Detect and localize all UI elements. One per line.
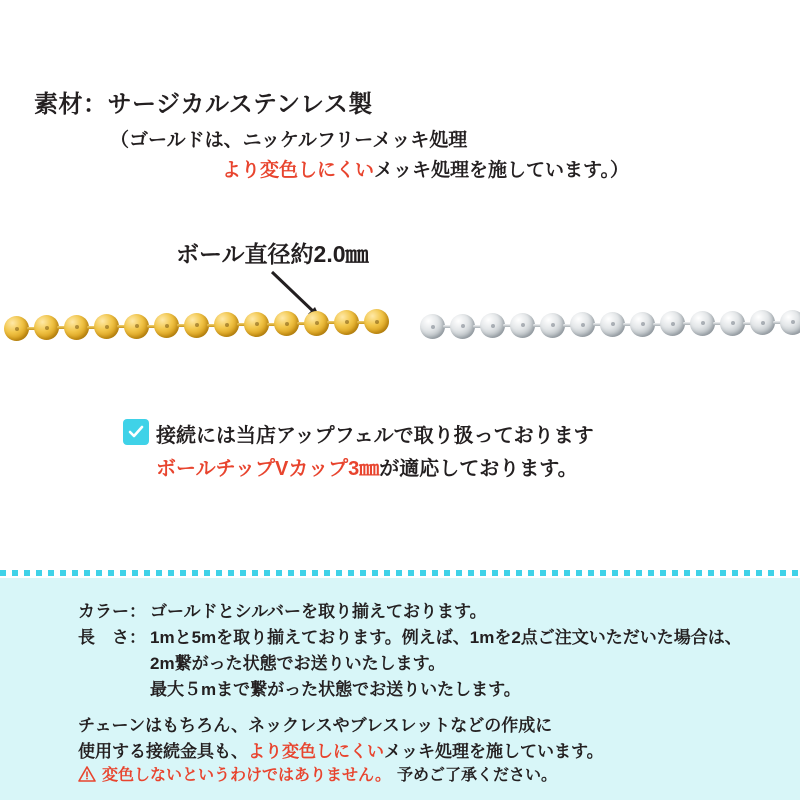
divider-dot	[132, 570, 138, 576]
divider-dot	[768, 570, 774, 576]
divider-dot	[96, 570, 102, 576]
divider-dot	[324, 570, 330, 576]
chain-bead	[720, 311, 745, 336]
bead-hole	[225, 323, 229, 327]
spec-chain-line2-highlight: より変色しにくい	[248, 742, 384, 761]
chain-bead	[214, 312, 239, 337]
divider-dot	[12, 570, 18, 576]
divider-dot	[732, 570, 738, 576]
bead-hole	[165, 324, 169, 328]
divider-dot	[492, 570, 498, 576]
divider-dot	[648, 570, 654, 576]
material-title: 素材：サージカルステンレス製	[34, 91, 373, 118]
divider-dot	[744, 570, 750, 576]
bead-hole	[375, 320, 379, 324]
divider-dot	[60, 570, 66, 576]
bead-hole	[581, 323, 585, 327]
divider-dot	[588, 570, 594, 576]
spec-color-value: ゴールドとシルバーを取り揃えております。	[150, 602, 487, 621]
divider-dot	[708, 570, 714, 576]
warning-triangle-icon	[78, 766, 96, 782]
bead-hole	[285, 322, 289, 326]
spec-length-line2: 2m繋がった状態でお送りいたします。	[150, 654, 446, 673]
connector-note-highlight: ボールチップVカップ3㎜	[156, 458, 380, 480]
bead-hole	[701, 321, 705, 325]
chain-bead	[510, 313, 535, 338]
connector-note-line2	[156, 452, 578, 481]
divider-dot	[300, 570, 306, 576]
bead-hole	[195, 323, 199, 327]
divider-dot	[792, 570, 798, 576]
bead-hole	[611, 322, 615, 326]
bead-hole	[761, 321, 765, 325]
divider-dot	[360, 570, 366, 576]
chain-bead	[304, 311, 329, 336]
divider-dot	[312, 570, 318, 576]
bead-hole	[315, 321, 319, 325]
divider-dot	[72, 570, 78, 576]
chain-bead	[660, 311, 685, 336]
divider-dot	[672, 570, 678, 576]
divider-dot	[0, 570, 6, 576]
divider-dot	[456, 570, 462, 576]
divider-dot	[348, 570, 354, 576]
divider-dot	[780, 570, 786, 576]
divider-dot	[432, 570, 438, 576]
bead-hole	[15, 327, 19, 331]
chain-bead	[690, 311, 715, 336]
bead-hole	[461, 324, 465, 328]
spec-length-value: 1mと5mを取り揃えております。例えば、1mを2点ご注文いただいた場合は、	[150, 628, 742, 647]
divider-dot	[168, 570, 174, 576]
chain-bead	[450, 314, 475, 339]
divider-dot	[384, 570, 390, 576]
divider-dot	[660, 570, 666, 576]
divider-dot	[120, 570, 126, 576]
chain-bead	[540, 313, 565, 338]
bead-hole	[255, 322, 259, 326]
divider-dot	[240, 570, 246, 576]
chain-bead	[780, 310, 800, 335]
divider-dot	[180, 570, 186, 576]
check-icon	[123, 419, 149, 445]
chain-bead	[4, 316, 29, 341]
material-subtitle-tail: メッキ処理を施しています。）	[374, 160, 629, 181]
divider-dot	[228, 570, 234, 576]
divider-dot	[204, 570, 210, 576]
connector-note-tail: が適応しております。	[379, 458, 578, 480]
divider-dot	[468, 570, 474, 576]
warning-row	[78, 762, 557, 785]
spec-color-label: カラー：	[78, 602, 146, 621]
silver-ball-chain	[420, 292, 800, 352]
divider-dot	[264, 570, 270, 576]
divider-dot	[84, 570, 90, 576]
warning-text-red: 変色しないというわけではありません。	[102, 767, 391, 784]
bead-hole	[75, 325, 79, 329]
divider-dot	[336, 570, 342, 576]
chain-bead	[34, 315, 59, 340]
chain-bead	[600, 312, 625, 337]
bead-hole	[431, 325, 435, 329]
divider-dot	[480, 570, 486, 576]
divider-dot	[24, 570, 30, 576]
spec-chain-line1: チェーンはもちろん、ネックレスやブレスレットなどの作成に	[78, 716, 553, 735]
bead-hole	[731, 321, 735, 325]
material-subtitle-line1: （ゴールドは、ニッケルフリーメッキ処理	[110, 130, 468, 151]
spec-length-line3: 最大５mまで繋がった状態でお送りいたします。	[150, 680, 521, 699]
bead-hole	[135, 324, 139, 328]
dotted-divider	[0, 570, 800, 576]
divider-dot	[276, 570, 282, 576]
chain-bead	[570, 312, 595, 337]
chain-bead	[244, 312, 269, 337]
bead-hole	[345, 320, 349, 324]
chain-bead	[124, 314, 149, 339]
warning-text-black: 予めご了承ください。	[396, 767, 557, 784]
ball-diameter-label: ボール直径約2.0㎜	[176, 241, 369, 267]
divider-dot	[696, 570, 702, 576]
chain-bead	[420, 314, 445, 339]
divider-dot	[552, 570, 558, 576]
material-subtitle-highlight: より変色しにくい	[222, 160, 375, 181]
divider-dot	[624, 570, 630, 576]
divider-dot	[108, 570, 114, 576]
divider-dot	[516, 570, 522, 576]
divider-dot	[396, 570, 402, 576]
divider-dot	[216, 570, 222, 576]
spec-chain-line2-post: メッキ処理を施しています。	[384, 742, 604, 761]
bead-hole	[45, 326, 49, 330]
divider-dot	[756, 570, 762, 576]
divider-dot	[600, 570, 606, 576]
divider-dot	[528, 570, 534, 576]
bead-hole	[551, 323, 555, 327]
material-subtitle-line2	[222, 155, 629, 182]
bead-hole	[791, 320, 795, 324]
spec-chain-line2-pre: 使用する接続金具も、	[78, 742, 248, 761]
gold-ball-chain	[0, 292, 404, 352]
chain-bead	[94, 314, 119, 339]
chain-bead	[480, 313, 505, 338]
chain-bead	[64, 315, 89, 340]
divider-dot	[636, 570, 642, 576]
divider-dot	[540, 570, 546, 576]
divider-dot	[144, 570, 150, 576]
chain-bead	[364, 309, 389, 334]
divider-dot	[36, 570, 42, 576]
chain-bead	[184, 313, 209, 338]
bead-hole	[671, 322, 675, 326]
chain-bead	[274, 311, 299, 336]
divider-dot	[420, 570, 426, 576]
bead-hole	[105, 325, 109, 329]
divider-dot	[48, 570, 54, 576]
divider-dot	[684, 570, 690, 576]
chain-bead	[630, 312, 655, 337]
chain-bead	[154, 313, 179, 338]
divider-dot	[564, 570, 570, 576]
divider-dot	[576, 570, 582, 576]
divider-dot	[288, 570, 294, 576]
connector-note-line1: 接続には当店アップフェルで取り扱っております	[156, 425, 594, 447]
chain-bead	[334, 310, 359, 335]
spec-length-label: 長 さ：	[78, 628, 146, 647]
divider-dot	[252, 570, 258, 576]
divider-dot	[612, 570, 618, 576]
bead-hole	[641, 322, 645, 326]
divider-dot	[504, 570, 510, 576]
divider-dot	[156, 570, 162, 576]
chain-bead	[750, 310, 775, 335]
bead-hole	[491, 324, 495, 328]
divider-dot	[720, 570, 726, 576]
spec-chain-line2	[78, 737, 604, 762]
divider-dot	[192, 570, 198, 576]
divider-dot	[444, 570, 450, 576]
divider-dot	[408, 570, 414, 576]
bead-hole	[521, 323, 525, 327]
divider-dot	[372, 570, 378, 576]
